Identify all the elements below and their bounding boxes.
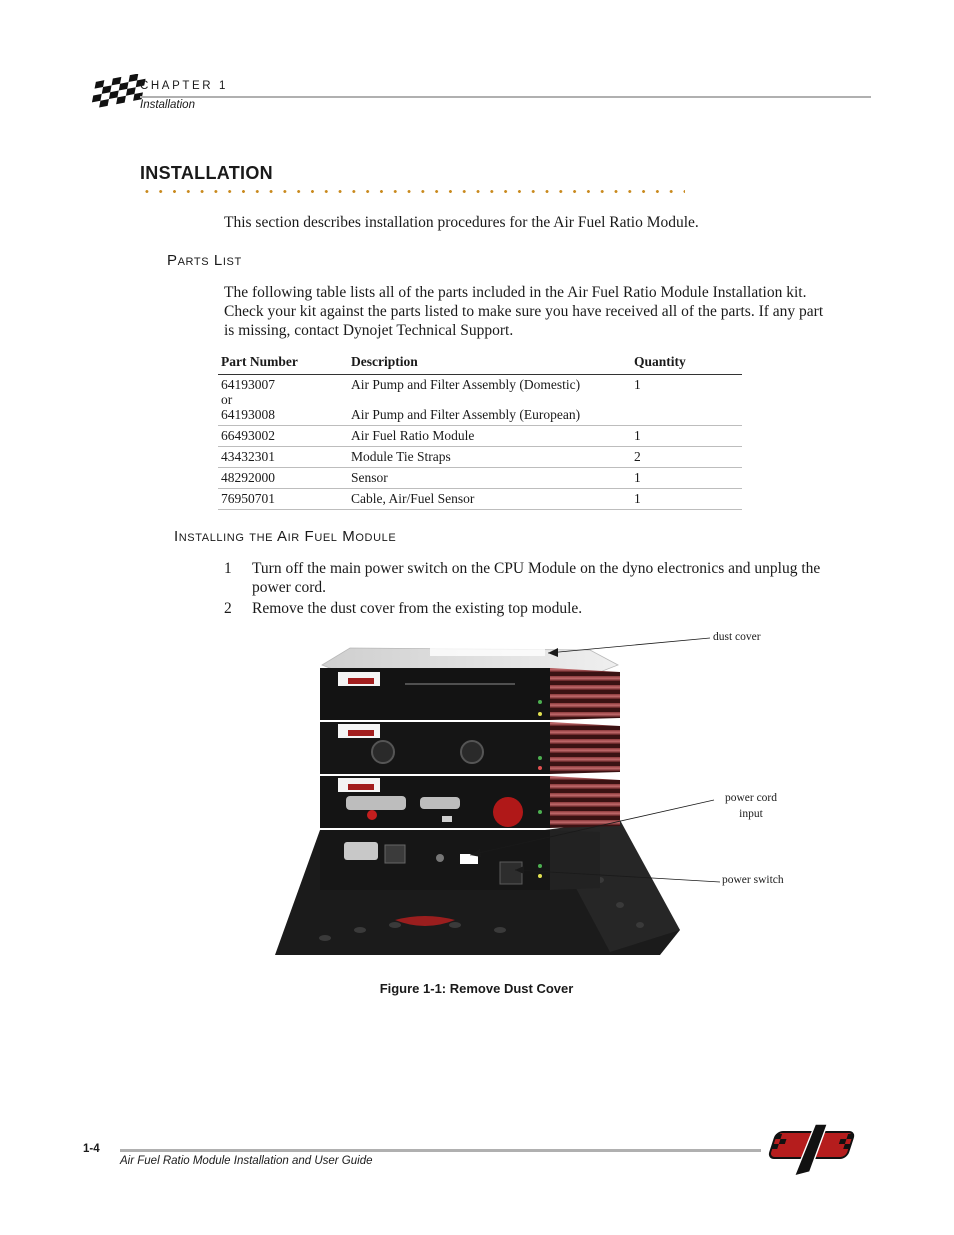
step-text: Remove the dust cover from the existing top module. [252,600,583,617]
table-header-row [218,352,742,375]
step-number: 1 [224,560,232,577]
step-number: 2 [224,600,232,617]
description-cell: Sensor [348,468,631,489]
callout-power-cord-input: power cord input [724,792,778,820]
description-cell: Air Fuel Ratio Module [348,426,631,447]
step-item [224,559,824,599]
description-cell [348,375,631,426]
table-row [218,447,742,468]
callout-power-switch: power switch [722,874,784,886]
parts-table [218,352,742,510]
table-row [218,426,742,447]
chapter-name: Installation [140,99,195,111]
part-number: 64193008 [221,407,275,422]
part-number: 64193007 [221,377,275,392]
description-cell: Cable, Air/Fuel Sensor [348,489,631,510]
guide-title: Air Fuel Ratio Module Installation and User Guide [120,1155,373,1167]
footer-rule [120,1149,761,1152]
table-row [218,468,742,489]
column-header-quantity: Quantity [631,352,742,375]
figure-caption-text: Figure 1-1: Remove Dust Cover [379,981,574,996]
part-number-cell: 66493002 [218,426,348,447]
header-rule [140,96,871,98]
parts-list-heading: Parts List [167,252,242,269]
callout-dust-cover: dust cover [713,631,761,643]
section-title: INSTALLATION [140,163,273,183]
section-intro: This section describes installation procedures for the Air Fuel Ratio Module. [224,214,699,231]
quantity-cell: 2 [631,447,742,468]
description: Air Pump and Filter Assembly (European) [351,407,581,422]
part-number-cell: 43432301 [218,447,348,468]
description-cell: Module Tie Straps [348,447,631,468]
table-row [218,489,742,510]
dynojet-logo-icon [762,1122,870,1180]
chapter-label: CHAPTER 1 [140,80,228,92]
figure-caption [0,981,954,996]
table-row [218,375,742,426]
step-item [224,599,824,619]
installing-heading: Installing the Air Fuel Module [174,528,397,545]
description-spacer [351,392,627,407]
part-number-cell: 48292000 [218,468,348,489]
column-header-description: Description [348,352,631,375]
part-number-cell [218,375,348,426]
page-number: 1-4 [83,1143,100,1155]
step-text: Turn off the main power switch on the CPU Module on the dyno electronics and unplug the power cord. [252,560,821,596]
quantity-cell: 1 [631,375,742,426]
description: Air Pump and Filter Assembly (Domestic) [351,377,581,392]
quantity-cell: 1 [631,426,742,447]
parts-list-intro: The following table lists all of the parts included in the Air Fuel Ratio Module Installation kit. Check your kit against the parts listed to make sure you have received all of the parts. If any part is missing, contact Dynojet Technical Support. [224,284,824,339]
dotted-divider [140,190,685,193]
column-header-part-number: Part Number [218,352,348,375]
part-number-or: or [221,392,233,407]
quantity-cell: 1 [631,489,742,510]
quantity-cell: 1 [631,468,742,489]
part-number-cell: 76950701 [218,489,348,510]
